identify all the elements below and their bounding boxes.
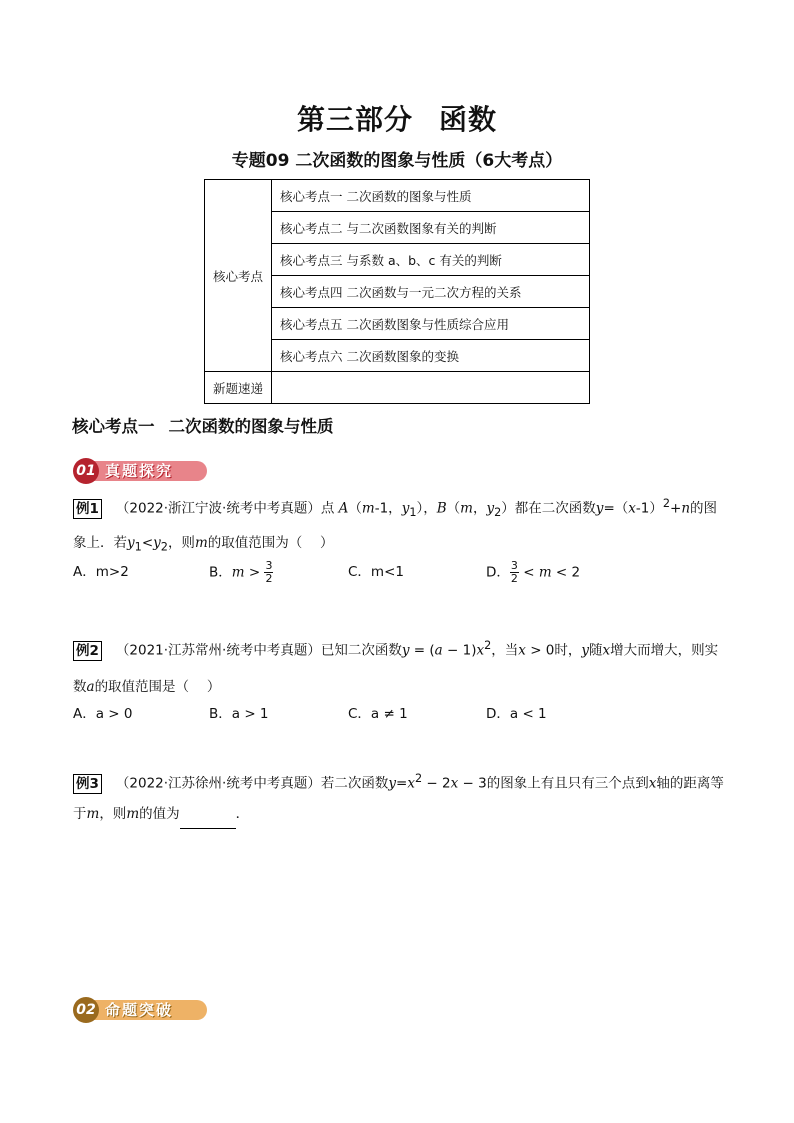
banner-2-text: 命题突破 — [89, 1000, 207, 1020]
section-heading — [72, 413, 334, 437]
example-2-option-d: D．a < 1 — [486, 706, 547, 722]
example-1-option-a: A．m>2 — [73, 564, 129, 580]
key-point-1: 核心考点一 二次函数的图象与性质 — [272, 180, 590, 212]
banner-1-text: 真题探究 — [89, 461, 207, 481]
banner-1-number: 01 — [73, 458, 99, 484]
key-points-table — [204, 179, 590, 404]
example-1-option-c: C．m<1 — [348, 564, 404, 580]
example-2-option-c: C．a ≠ 1 — [348, 706, 408, 722]
key-point-6: 核心考点六 二次函数图象的变换 — [272, 340, 590, 372]
example-1-option-d: D． $\frac{3}{2}$ < m < 2 — [486, 559, 581, 585]
example-1-options — [73, 560, 723, 584]
example-1: 例1 （2022·浙江宁波·统考中考真题）点 A（m-1，$y_1$），B（m，$y_2$）都在二次函数$y=(x-1)^2+n$的图象上．若$y_1<y_2$，则m的取值范围为（ ） — [73, 497, 718, 554]
option-d-label: D． — [486, 564, 510, 581]
key-point-4: 核心考点四 二次函数与一元二次方程的关系 — [272, 276, 590, 308]
banner-2-number: 02 — [73, 997, 99, 1023]
example-2-tag: 例2 — [73, 641, 102, 661]
example-1-tag: 例1 — [73, 499, 102, 519]
section-label: 核心考点一 — [72, 417, 155, 436]
new-questions-cell — [272, 372, 590, 404]
example-2-options — [73, 702, 723, 722]
topic-label: 函数 — [439, 103, 498, 136]
new-questions-label: 新题速递 — [205, 372, 272, 404]
option-b-label: B． — [209, 564, 232, 581]
key-point-2: 核心考点二 与二次函数图象有关的判断 — [272, 212, 590, 244]
key-point-3: 核心考点三 与系数 a、b、c 有关的判断 — [272, 244, 590, 276]
example-2-source: （2021·江苏常州·统考中考真题） — [115, 642, 321, 659]
example-2-option-b: B．a > 1 — [209, 706, 269, 722]
part-label: 第三部分 — [296, 103, 413, 136]
key-points-group-label: 核心考点 — [205, 180, 272, 372]
answer-blank — [180, 813, 236, 829]
example-3: 例3 （2022·江苏徐州·统考中考真题）若二次函数$y=x^2 - 2x - 3$的图象上有且只有三个点到x轴的距离等于m，则m的值为 ． — [73, 764, 729, 829]
page-subtitle: 专题09 二次函数的图象与性质（6大考点） — [231, 151, 563, 171]
example-3-tag: 例3 — [73, 774, 102, 794]
key-point-5: 核心考点五 二次函数图象与性质综合应用 — [272, 308, 590, 340]
page-title — [0, 98, 794, 138]
example-1-source: （2022·浙江宁波·统考中考真题） — [115, 500, 321, 517]
example-3-source: （2022·江苏徐州·统考中考真题） — [115, 775, 321, 792]
example-2-option-a: A．a > 0 — [73, 706, 133, 722]
example-2: 例2 （2021·江苏常州·统考中考真题）已知二次函数$y = (a - 1)x^2$，当x > 0时，y随x增大而增大，则实数a的取值范围是（ ） — [73, 639, 719, 695]
section-title: 二次函数的图象与性质 — [168, 417, 334, 436]
example-1-option-b: B．m > $\frac{3}{2}$ — [209, 559, 273, 585]
